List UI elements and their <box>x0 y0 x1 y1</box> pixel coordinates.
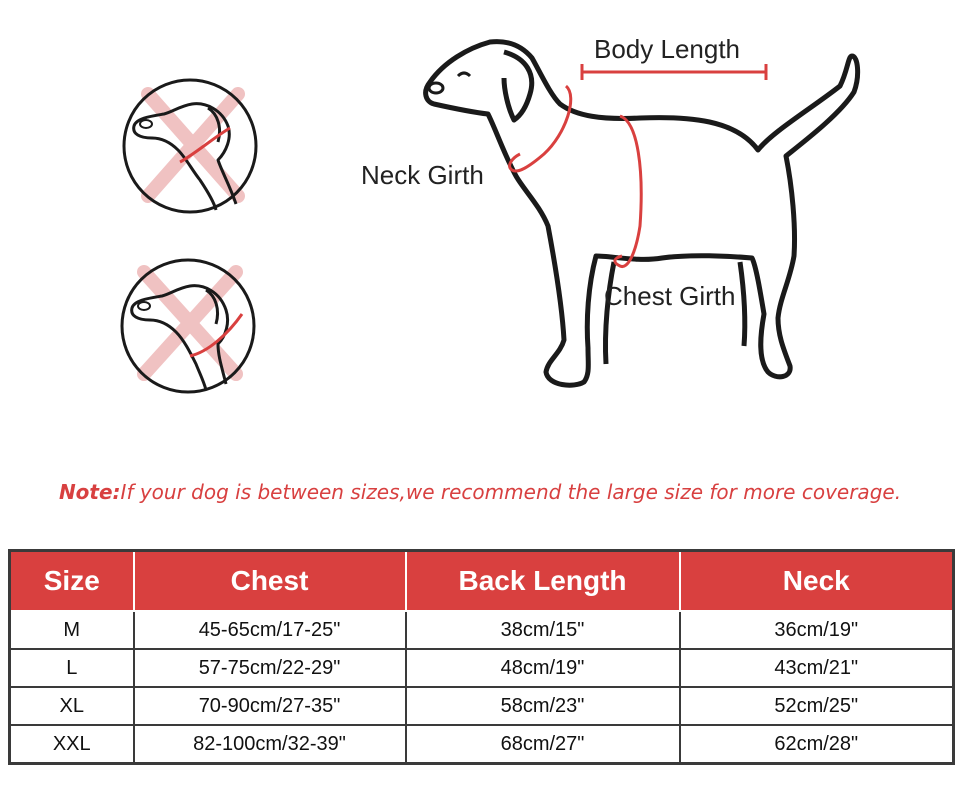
cell-back-length: 38cm/15" <box>406 611 680 649</box>
cell-neck: 62cm/28" <box>680 725 954 764</box>
cell-back-length: 68cm/27" <box>406 725 680 764</box>
cell-back-length: 58cm/23" <box>406 687 680 725</box>
cell-chest: 82-100cm/32-39" <box>134 725 406 764</box>
sizing-note <box>0 480 960 504</box>
cell-size: XXL <box>10 725 134 764</box>
header-chest: Chest <box>134 551 406 612</box>
wrong-fit-high-collar-icon <box>118 76 268 216</box>
neck-girth-label: Neck Girth <box>361 160 484 190</box>
cell-back-length: 48cm/19" <box>406 649 680 687</box>
cell-chest: 57-75cm/22-29" <box>134 649 406 687</box>
cell-chest: 70-90cm/27-35" <box>134 687 406 725</box>
table-row <box>10 649 954 687</box>
cell-neck: 36cm/19" <box>680 611 954 649</box>
cell-size: XL <box>10 687 134 725</box>
header-back-length: Back Length <box>406 551 680 612</box>
cell-size: M <box>10 611 134 649</box>
dog-outline-icon <box>400 30 880 410</box>
table-row <box>10 725 954 764</box>
cell-chest: 45-65cm/17-25" <box>134 611 406 649</box>
table-header-row <box>10 551 954 612</box>
body-length-label: Body Length <box>594 34 741 64</box>
size-table <box>8 549 955 765</box>
note-text: If your dog is between sizes,we recommend the large size for more coverage. <box>120 480 902 504</box>
chest-girth-label: Chest Girth <box>604 281 736 311</box>
cell-neck: 52cm/25" <box>680 687 954 725</box>
wrong-fit-low-collar-icon <box>116 256 266 396</box>
header-size: Size <box>10 551 134 612</box>
header-neck: Neck <box>680 551 954 612</box>
table-row <box>10 687 954 725</box>
note-prefix: Note: <box>58 480 121 504</box>
cell-neck: 43cm/21" <box>680 649 954 687</box>
cell-size: L <box>10 649 134 687</box>
table-row <box>10 611 954 649</box>
